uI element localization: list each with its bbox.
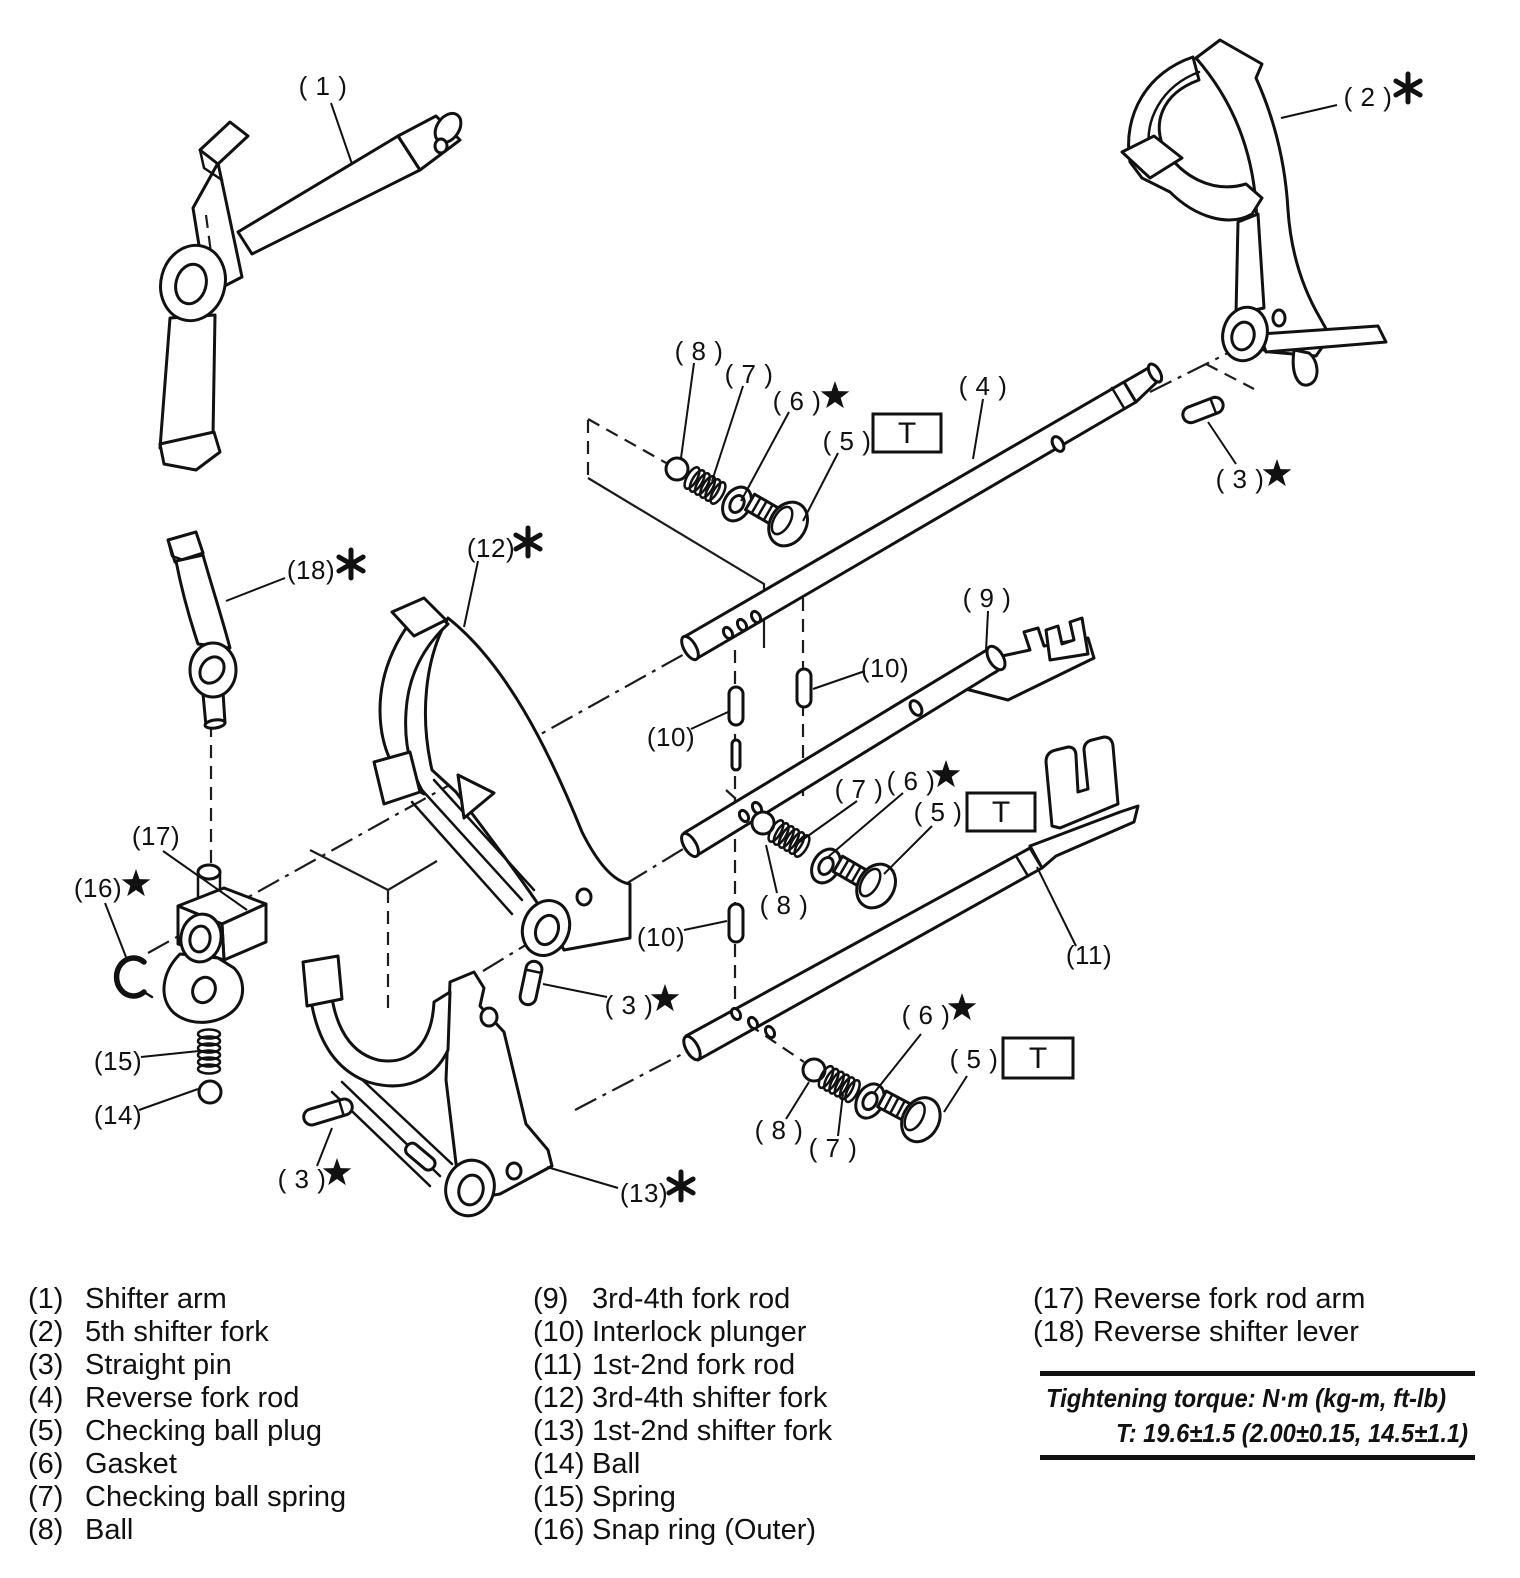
legend-name: Snap ring (Outer) <box>592 1514 817 1546</box>
part-3rd-4th-shifter-fork <box>374 598 630 962</box>
legend-name: Reverse shifter lever <box>1093 1316 1359 1348</box>
callout-3: ( 3 ) <box>277 1164 327 1194</box>
star-icon <box>821 381 850 408</box>
callout-13: (13) <box>619 1178 669 1208</box>
legend-num: (8) <box>28 1514 64 1546</box>
torque-symbol: T <box>991 796 1011 829</box>
star-icon <box>1263 459 1292 486</box>
torque-symbol: T <box>1028 1042 1048 1075</box>
asterisk-icon <box>339 550 363 578</box>
callout-1: ( 1 ) <box>298 71 348 101</box>
legend-name: Reverse fork rod arm <box>1093 1283 1366 1315</box>
legend-name: Straight pin <box>85 1349 232 1381</box>
torque-note-line2: T: 19.6±1.5 (2.00±0.15, 14.5±1.1) <box>1116 1418 1468 1448</box>
callout-8: ( 8 ) <box>674 336 724 366</box>
legend-name: Spring <box>592 1481 676 1513</box>
legend-num: (17) <box>1033 1283 1085 1315</box>
legend-name: Shifter arm <box>85 1283 227 1315</box>
legend-num: (13) <box>533 1415 585 1447</box>
legend-name: Checking ball spring <box>85 1481 347 1513</box>
legend-name: Checking ball plug <box>85 1415 322 1447</box>
callout-17: (17) <box>131 821 181 851</box>
legend-num: (11) <box>533 1349 583 1381</box>
legend-num: (18) <box>1033 1316 1085 1348</box>
legend-num: (5) <box>28 1415 64 1447</box>
parts-legend <box>28 1283 1365 1546</box>
legend-num: (7) <box>28 1481 64 1513</box>
callout-3: ( 3 ) <box>1215 464 1265 494</box>
torque-symbol-box <box>873 414 941 452</box>
legend-name: Ball <box>85 1514 134 1546</box>
asterisk-icon <box>516 528 540 556</box>
callout-7: ( 7 ) <box>834 774 884 804</box>
legend-name: 1st-2nd fork rod <box>592 1349 796 1381</box>
legend-num: (14) <box>533 1448 585 1480</box>
torque-note-rule-bottom <box>1040 1455 1475 1460</box>
part-shifter-arm <box>152 109 466 470</box>
star-icon <box>323 1158 352 1185</box>
legend-num: (9) <box>533 1283 569 1315</box>
callout-10: (10) <box>636 922 686 952</box>
legend-num: (15) <box>533 1481 585 1513</box>
part-reverse-shifter-lever <box>168 532 236 729</box>
legend-num: (6) <box>28 1448 64 1480</box>
callout-4: ( 4 ) <box>958 371 1008 401</box>
callout-15: (15) <box>93 1046 143 1076</box>
star-icon <box>948 993 977 1020</box>
part-ball-14 <box>199 1081 221 1103</box>
legend-name: Gasket <box>85 1448 177 1480</box>
legend-name: Ball <box>592 1448 641 1480</box>
part-1st-2nd-shifter-fork <box>303 956 552 1221</box>
callout-2: ( 2 ) <box>1343 82 1393 112</box>
callout-5: ( 5 ) <box>913 797 963 827</box>
callout-16: (16) <box>73 873 123 903</box>
legend-num: (4) <box>28 1382 64 1414</box>
callout-6: ( 6 ) <box>886 766 936 796</box>
legend-num: (1) <box>28 1283 64 1315</box>
callout-9: ( 9 ) <box>962 583 1012 613</box>
part-spring <box>198 1030 220 1074</box>
asterisk-icon <box>669 1172 693 1200</box>
legend-name: Reverse fork rod <box>85 1382 300 1414</box>
callout-14: (14) <box>93 1100 143 1130</box>
callout-8: ( 8 ) <box>759 890 809 920</box>
torque-symbol-box <box>967 793 1035 831</box>
torque-note-rule-top <box>1040 1371 1475 1376</box>
star-icon <box>932 760 961 787</box>
legend-num: (12) <box>533 1382 585 1414</box>
callout-3: ( 3 ) <box>604 990 654 1020</box>
torque-symbol-box <box>1003 1038 1073 1078</box>
callout-7: ( 7 ) <box>724 359 774 389</box>
callout-5: ( 5 ) <box>822 426 872 456</box>
callout-11: (11) <box>1065 940 1113 970</box>
legend-num: (2) <box>28 1316 64 1348</box>
callout-5: ( 5 ) <box>949 1044 999 1074</box>
legend-name: 3rd-4th fork rod <box>592 1283 791 1315</box>
callout-8: ( 8 ) <box>754 1115 804 1145</box>
asterisk-icon <box>1396 74 1420 102</box>
torque-note <box>1040 1371 1475 1460</box>
callout-10: (10) <box>646 722 696 752</box>
legend-num: (3) <box>28 1349 64 1381</box>
callout-10: (10) <box>860 653 910 683</box>
callout-7: ( 7 ) <box>808 1133 858 1163</box>
callout-6: ( 6 ) <box>901 1000 951 1030</box>
legend-name: 5th shifter fork <box>85 1316 269 1348</box>
callout-18: (18) <box>286 555 336 585</box>
torque-note-line1: Tightening torque: N·m (kg-m, ft-lb) <box>1046 1383 1446 1413</box>
part-snap-ring <box>117 958 152 997</box>
legend-name: Interlock plunger <box>592 1316 807 1348</box>
legend-name: 3rd-4th shifter fork <box>592 1382 828 1414</box>
torque-symbol: T <box>897 417 917 450</box>
legend-name: 1st-2nd shifter fork <box>592 1415 833 1447</box>
callout-12: (12) <box>466 533 516 563</box>
star-icon <box>651 984 680 1011</box>
star-icon <box>122 869 151 896</box>
legend-num: (10) <box>533 1316 585 1348</box>
callout-6: ( 6 ) <box>772 386 822 416</box>
legend-num: (16) <box>533 1514 585 1546</box>
